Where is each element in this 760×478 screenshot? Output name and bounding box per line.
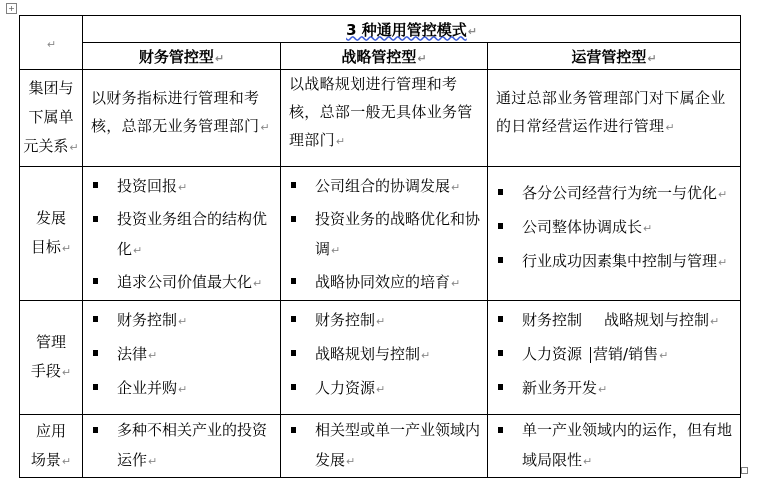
table-row [20,167,741,301]
management-control-table [19,15,741,478]
table-cell: 通过总部业务管理部门对下属企业的日常经营运作进行管理↵ [488,70,741,167]
column-header-strategic: 战略管控型↵ [281,43,488,70]
table-move-handle-icon[interactable]: + [6,3,17,14]
table-cell [488,167,741,301]
list-item: 企业并购↵ [93,372,276,406]
list-item: 追求公司价值最大化↵ [93,266,276,300]
row-header-relationship: 集团与 下属单 元关系↵ [20,70,83,167]
table-title: 3 种通用管控模式↵ [83,16,741,43]
row-header-scenarios: 应用 场景↵ [20,415,83,478]
list-item: 财务控制↵ [93,304,276,338]
list-item: 投资业务的战略优化和协调↵ [291,204,483,266]
text-cursor [590,347,591,363]
table-cell [488,301,741,415]
list-item: 法律↵ [93,338,276,372]
table-row [20,301,741,415]
table-row [20,70,741,167]
table-cell: 以财务指标进行管理和考核，总部无业务管理部门↵ [83,70,281,167]
list-item: 各分公司经营行为统一与优化↵ [498,177,736,211]
list-item: 单一产业领域内的运作，但有地域局限性↵ [498,415,736,477]
list-item: 财务控制 战略规划与控制↵ [498,304,736,338]
list-item: 新业务开发↵ [498,372,736,406]
list-item: 公司整体协调成长↵ [498,211,736,245]
list-item: 战略协同效应的培育↵ [291,266,483,300]
list-item: 多种不相关产业的投资运作↵ [93,415,276,477]
corner-cell: ↵ [20,16,83,70]
list-item: 公司组合的协调发展↵ [291,170,483,204]
column-header-operational: 运营管控型↵ [488,43,741,70]
table-row [20,415,741,478]
column-header-financial: 财务管控型↵ [83,43,281,70]
list-item: 相关型或单一产业领域内发展↵ [291,415,483,477]
list-item: 战略规划与控制↵ [291,338,483,372]
list-item: 行业成功因素集中控制与管理↵ [498,245,736,279]
table-cell [83,301,281,415]
list-item: 人力资源 营销/销售↵ [498,338,736,372]
table-cell [488,415,741,478]
row-header-means: 管理 手段↵ [20,301,83,415]
list-item: 财务控制↵ [291,304,483,338]
list-item: 人力资源↵ [291,372,483,406]
list-item: 投资回报↵ [93,170,276,204]
table-cell [83,415,281,478]
table-cell [281,167,488,301]
table-cell [281,415,488,478]
table-cell [83,167,281,301]
list-item: 投资业务组合的结构优化↵ [93,204,276,266]
table-resize-handle-icon[interactable] [741,467,748,474]
table-cell [281,301,488,415]
table-cell: 以战略规划进行管理和考核，总部一般无具体业务管理部门↵ [281,70,488,167]
row-header-goals: 发展 目标↵ [20,167,83,301]
